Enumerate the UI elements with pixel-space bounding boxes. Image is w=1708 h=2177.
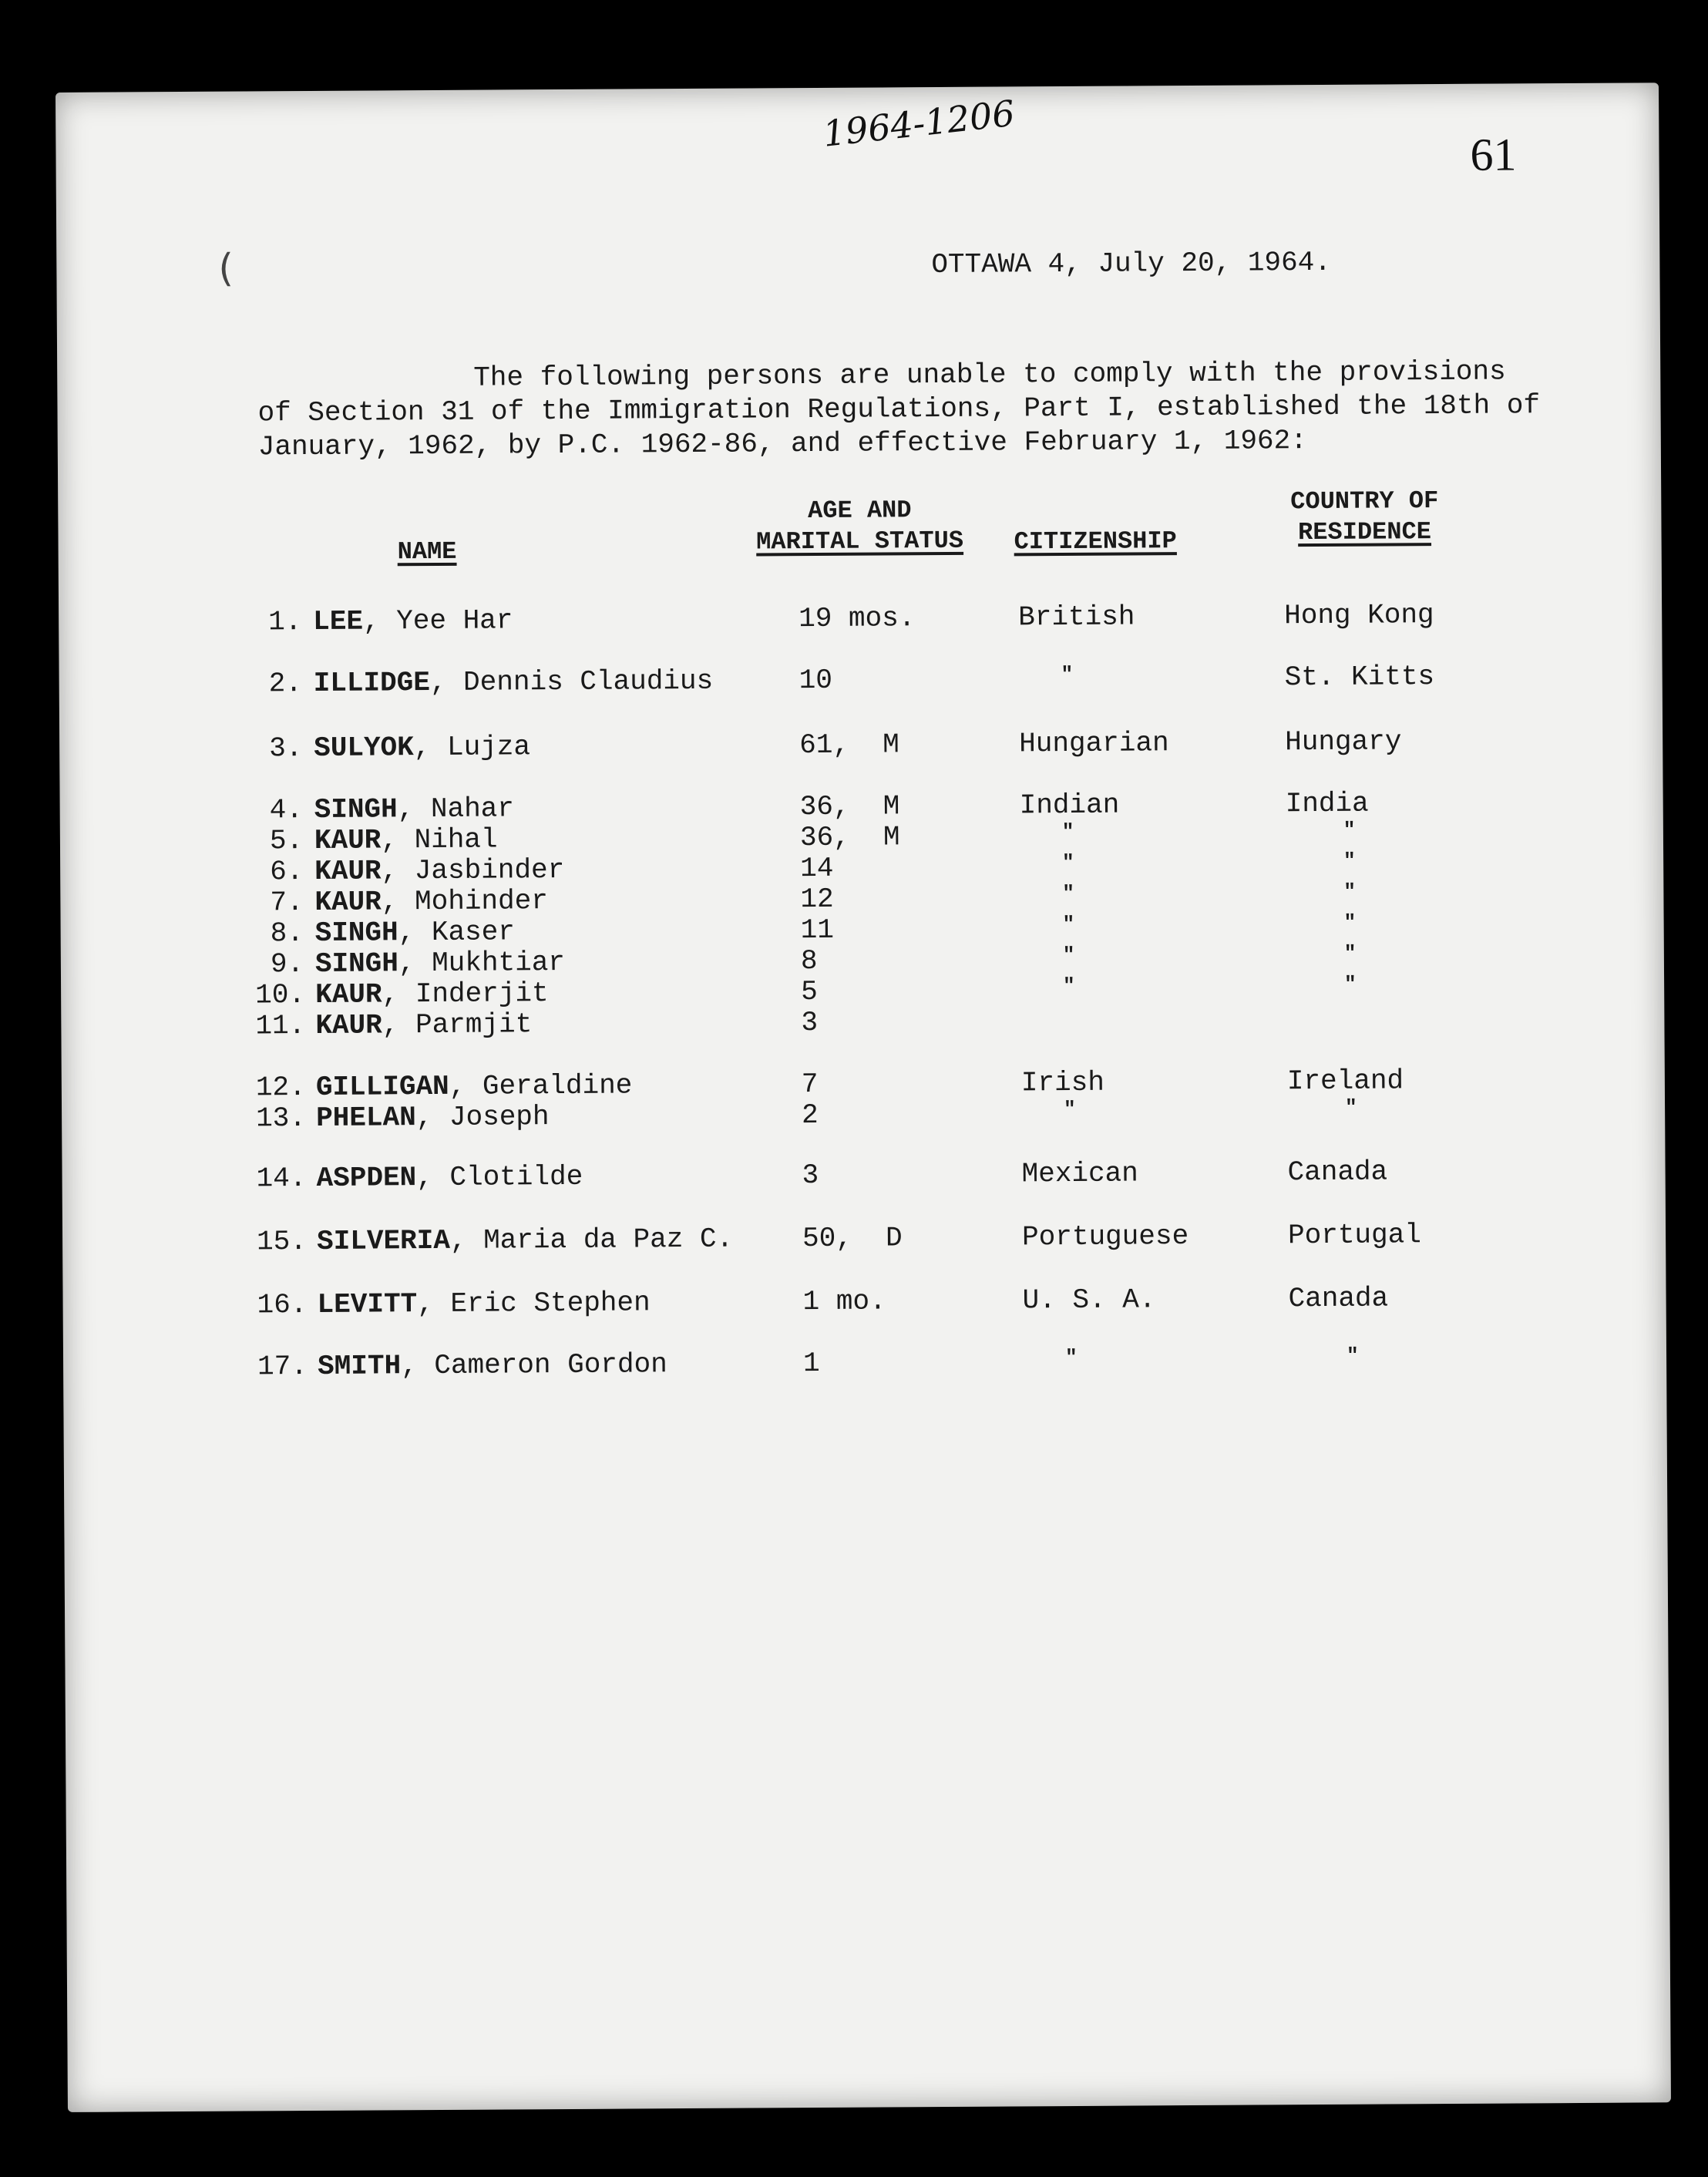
given-names: , Inderjit bbox=[382, 977, 549, 1011]
row-number: 14. bbox=[256, 1163, 307, 1195]
row-number: 3. bbox=[269, 732, 303, 765]
surname: SINGH bbox=[314, 917, 398, 949]
country-of-residence: St. Kitts bbox=[1284, 661, 1435, 694]
row-number: 8. bbox=[270, 917, 304, 950]
row-number: 13. bbox=[256, 1102, 307, 1135]
country-of-residence: Hungary bbox=[1285, 725, 1402, 759]
age-marital-status: 61, M bbox=[799, 728, 899, 762]
given-names: , Yee Har bbox=[362, 604, 513, 638]
country-of-residence: " bbox=[1344, 1095, 1357, 1119]
document-page bbox=[55, 82, 1671, 2112]
person-name bbox=[315, 947, 565, 980]
citizenship: British bbox=[1018, 601, 1135, 634]
country-of-residence: Canada bbox=[1288, 1282, 1389, 1315]
given-names: , Mohinder bbox=[381, 885, 549, 918]
country-of-residence: Hong Kong bbox=[1284, 599, 1434, 632]
citizenship: U. S. A. bbox=[1022, 1284, 1156, 1317]
age-marital-status: 12 bbox=[800, 883, 834, 916]
age-marital-status: 7 bbox=[801, 1068, 819, 1101]
surname: KAUR bbox=[314, 824, 382, 856]
citizenship: Irish bbox=[1020, 1066, 1105, 1099]
surname: KAUR bbox=[315, 978, 382, 1011]
surname: KAUR bbox=[314, 855, 382, 887]
citizenship: " bbox=[1062, 943, 1075, 967]
intro-line-1: The following persons are unable to comply with the provisions bbox=[473, 355, 1506, 394]
intro-line-3: January, 1962, by P.C. 1962-86, and effective February 1, 1962: bbox=[257, 425, 1307, 463]
person-name bbox=[316, 1069, 633, 1103]
age-marital-status: 50, D bbox=[802, 1222, 903, 1255]
country-of-residence: " bbox=[1343, 880, 1357, 903]
row-number: 9. bbox=[270, 948, 304, 981]
row-number: 11. bbox=[255, 1010, 306, 1042]
person-name bbox=[316, 1101, 550, 1134]
citizenship: " bbox=[1064, 1345, 1078, 1370]
header-age-line1: AGE AND bbox=[808, 496, 912, 526]
person-name bbox=[314, 885, 548, 918]
header-country-line2: RESIDENCE bbox=[1297, 517, 1432, 547]
citizenship: " bbox=[1063, 1097, 1076, 1122]
given-names: , Geraldine bbox=[449, 1069, 633, 1102]
given-names: , Dennis Claudius bbox=[429, 665, 714, 699]
surname: PHELAN bbox=[316, 1102, 416, 1134]
surname: ILLIDGE bbox=[313, 667, 431, 699]
citizenship: " bbox=[1062, 881, 1075, 906]
surname: SMITH bbox=[317, 1350, 402, 1382]
given-names: , Lujza bbox=[413, 731, 531, 764]
country-of-residence: Canada bbox=[1287, 1156, 1388, 1189]
header-country-line1: COUNTRY OF bbox=[1290, 486, 1439, 516]
age-marital-status: 1 mo. bbox=[802, 1285, 886, 1318]
given-names: , Jasbinder bbox=[381, 853, 565, 887]
age-marital-status: 11 bbox=[800, 914, 834, 947]
surname: KAUR bbox=[314, 886, 382, 918]
citizenship: Mexican bbox=[1021, 1157, 1138, 1190]
given-names: , Nahar bbox=[397, 792, 515, 826]
person-name bbox=[315, 977, 549, 1011]
country-of-residence: " bbox=[1343, 941, 1357, 965]
surname: SILVERIA bbox=[316, 1224, 451, 1257]
row-number: 5. bbox=[269, 825, 304, 857]
country-of-residence: " bbox=[1343, 818, 1356, 842]
given-names: , Joseph bbox=[415, 1101, 550, 1134]
person-name bbox=[318, 1348, 667, 1382]
age-marital-status: 36, M bbox=[799, 821, 900, 854]
given-names: , Mukhtiar bbox=[398, 946, 566, 980]
person-name bbox=[317, 1223, 733, 1257]
surname: KAUR bbox=[315, 1009, 382, 1041]
person-name bbox=[315, 916, 516, 949]
country-of-residence: India bbox=[1285, 787, 1369, 820]
age-marital-status: 36, M bbox=[799, 790, 900, 823]
given-names: , Kaser bbox=[398, 916, 516, 949]
dateline: OTTAWA 4, July 20, 1964. bbox=[931, 246, 1331, 281]
row-number: 1. bbox=[268, 606, 302, 638]
given-names: , Maria da Paz C. bbox=[449, 1223, 734, 1257]
page-number: 61 bbox=[1470, 129, 1517, 180]
person-name bbox=[314, 731, 530, 764]
given-names: , Nihal bbox=[381, 823, 498, 856]
header-age-line2: MARITAL STATUS bbox=[756, 526, 964, 557]
row-number: 6. bbox=[270, 856, 304, 888]
country-of-residence: " bbox=[1343, 910, 1357, 934]
country-of-residence: " bbox=[1344, 972, 1357, 996]
handwritten-reference: 1964-1206 bbox=[821, 92, 1017, 155]
row-number: 15. bbox=[256, 1226, 308, 1258]
country-of-residence: " bbox=[1346, 1344, 1359, 1368]
row-number: 2. bbox=[268, 668, 303, 700]
age-marital-status: 8 bbox=[800, 944, 818, 977]
row-number: 17. bbox=[257, 1351, 308, 1383]
citizenship: " bbox=[1061, 819, 1074, 844]
citizenship: " bbox=[1061, 662, 1074, 687]
person-name bbox=[314, 824, 498, 856]
citizenship: Indian bbox=[1019, 789, 1120, 822]
surname: SINGH bbox=[314, 793, 398, 826]
person-name bbox=[317, 1287, 650, 1321]
person-name bbox=[315, 1008, 532, 1041]
age-marital-status: 3 bbox=[802, 1159, 819, 1192]
age-marital-status: 2 bbox=[801, 1099, 819, 1132]
person-name bbox=[316, 1161, 583, 1194]
given-names: , Clotilde bbox=[416, 1160, 583, 1194]
age-marital-status: 10 bbox=[799, 664, 833, 697]
surname: LEVITT bbox=[317, 1288, 418, 1321]
person-name bbox=[314, 665, 714, 699]
citizenship: Portuguese bbox=[1021, 1220, 1189, 1253]
country-of-residence: " bbox=[1343, 849, 1356, 873]
person-name bbox=[314, 854, 564, 887]
row-number: 7. bbox=[270, 887, 304, 919]
country-of-residence: Ireland bbox=[1286, 1065, 1404, 1098]
person-name bbox=[314, 792, 515, 826]
citizenship: " bbox=[1063, 974, 1075, 998]
row-number: 10. bbox=[255, 979, 306, 1011]
given-names: , Eric Stephen bbox=[417, 1287, 651, 1321]
surname: GILLIGAN bbox=[315, 1070, 449, 1103]
age-marital-status: 5 bbox=[801, 975, 818, 1008]
row-number: 4. bbox=[269, 794, 304, 826]
person-name bbox=[313, 604, 513, 638]
given-names: , Parmjit bbox=[382, 1008, 533, 1041]
header-name: NAME bbox=[397, 537, 457, 567]
row-number: 12. bbox=[255, 1072, 306, 1104]
intro-line-2: of Section 31 of the Immigration Regulations, Part I, established the 18th of bbox=[257, 389, 1541, 429]
surname: SINGH bbox=[314, 947, 399, 980]
age-marital-status: 3 bbox=[801, 1006, 819, 1039]
age-marital-status: 14 bbox=[800, 852, 834, 885]
citizenship: " bbox=[1062, 912, 1075, 937]
surname: LEE bbox=[313, 605, 364, 638]
row-number: 16. bbox=[257, 1289, 308, 1321]
age-marital-status: 1 bbox=[802, 1347, 820, 1380]
margin-mark: ( bbox=[218, 245, 234, 291]
citizenship: Hungarian bbox=[1019, 727, 1169, 760]
surname: ASPDEN bbox=[316, 1162, 417, 1194]
age-marital-status: 19 mos. bbox=[799, 602, 916, 635]
country-of-residence: Portugal bbox=[1287, 1219, 1422, 1252]
given-names: , Cameron Gordon bbox=[401, 1348, 667, 1382]
surname: SULYOK bbox=[314, 732, 414, 764]
header-citizenship: CITIZENSHIP bbox=[1014, 527, 1177, 557]
citizenship: " bbox=[1062, 850, 1074, 875]
